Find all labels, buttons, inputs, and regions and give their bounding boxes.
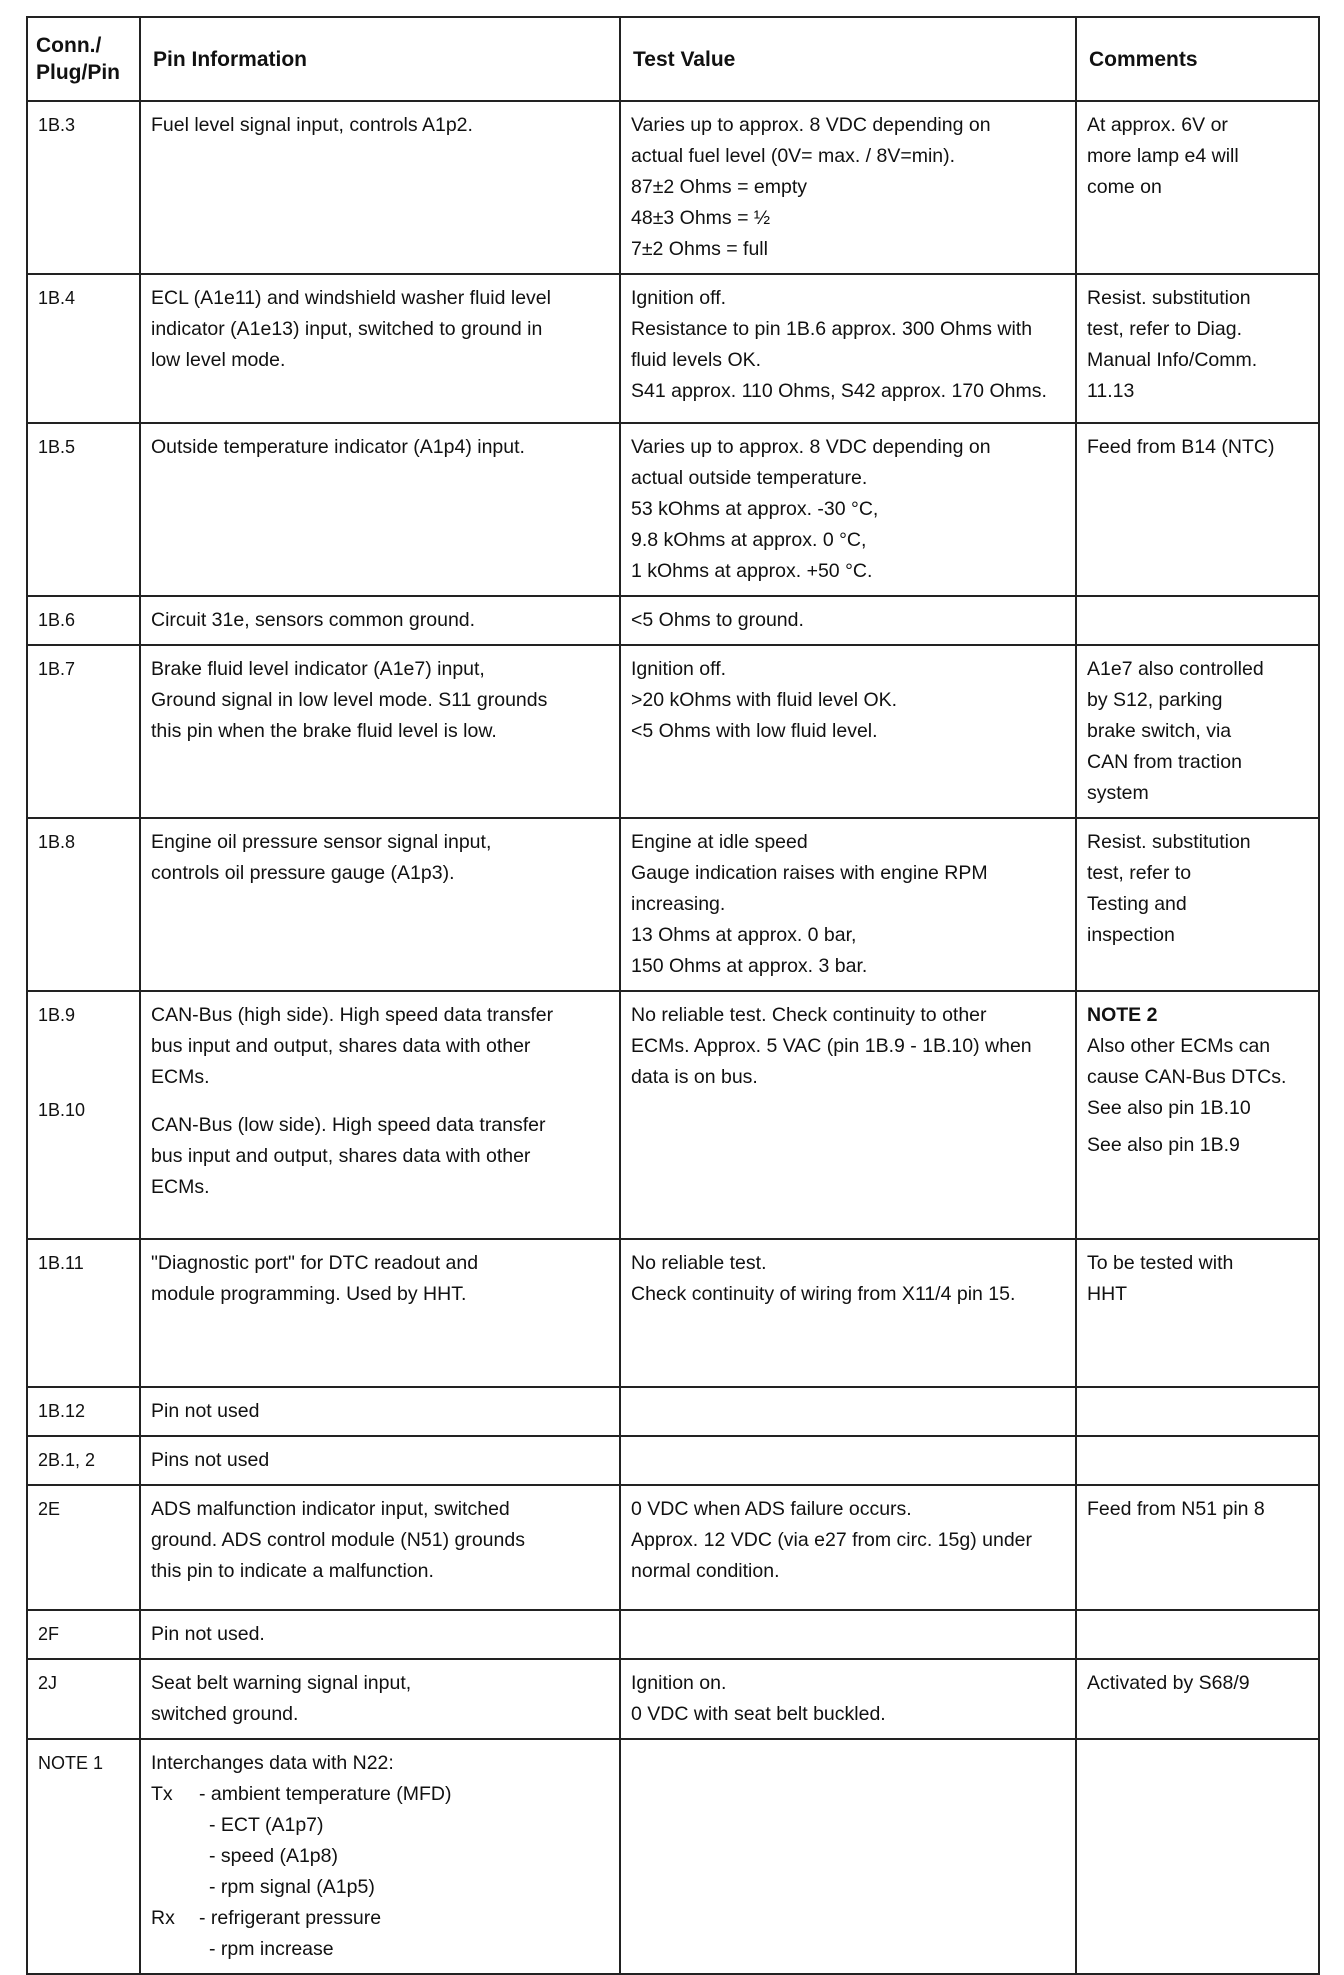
spacer — [38, 1031, 129, 1095]
test-value-cell — [620, 1610, 1076, 1659]
rx-line — [151, 1934, 609, 1965]
test-value-line: 53 kOhms at approx. -30 °C, — [631, 498, 879, 520]
table-body — [27, 101, 1319, 1974]
test-value-line: normal condition. — [631, 1560, 780, 1582]
test-value-cell — [620, 818, 1076, 991]
tx-line — [151, 1779, 609, 1810]
test-value-line: 0 VDC with seat belt buckled. — [631, 1703, 886, 1725]
pin-id: 1B.6 — [38, 610, 76, 630]
comment-line: CAN from traction — [1087, 751, 1242, 773]
comment-line: more lamp e4 will — [1087, 145, 1239, 167]
test-value-line: <5 Ohms with low fluid level. — [631, 720, 878, 742]
note1-info-cell — [140, 1739, 620, 1974]
comment-line: 11.13 — [1087, 380, 1135, 402]
test-value-line: 150 Ohms at approx. 3 bar. — [631, 955, 868, 977]
test-value-line: fluid levels OK. — [631, 349, 762, 371]
pin-id: 1B.7 — [38, 659, 76, 679]
comment-line: test, refer to — [1087, 862, 1192, 884]
test-value-cell — [620, 1436, 1076, 1485]
pin-info-cell — [140, 645, 620, 818]
comment-line: See also pin 1B.9 — [1087, 1134, 1240, 1156]
pin-info-cell — [140, 1659, 620, 1739]
tx-line — [151, 1872, 609, 1903]
tx-line — [151, 1841, 609, 1872]
test-value-line: Ignition on. — [631, 1672, 727, 1694]
comment-line: test, refer to Diag. — [1087, 318, 1242, 340]
comment-line: Activated by S68/9 — [1087, 1672, 1250, 1694]
test-value-line: Resistance to pin 1B.6 approx. 300 Ohms with — [631, 318, 1033, 340]
test-value-line: Ignition off. — [631, 658, 727, 680]
header-conn: Conn./ Plug/Pin — [27, 17, 140, 101]
comment-line: Resist. substitution — [1087, 831, 1251, 853]
tx-line — [151, 1810, 609, 1841]
pin-cell — [27, 274, 140, 423]
header-pin-info: Pin Information — [140, 17, 620, 101]
pin-info-line: switched ground. — [151, 1703, 299, 1725]
comments-cell — [1076, 818, 1319, 991]
rx-label: Rx — [151, 1907, 175, 1929]
comment-line: See also pin 1B.10 — [1087, 1097, 1251, 1119]
pin-info-line: Ground signal in low level mode. S11 grounds — [151, 689, 548, 711]
rx-item: - rpm increase — [209, 1938, 334, 1960]
pin-info-line: bus input and output, shares data with other — [151, 1145, 531, 1167]
pin-info-cell — [140, 423, 620, 596]
test-value-cell — [620, 274, 1076, 423]
pin-info-line: CAN-Bus (high side). High speed data transfer — [151, 1004, 554, 1026]
pin-info-line: this pin to indicate a malfunction. — [151, 1560, 434, 1582]
comment-line: by S12, parking — [1087, 689, 1223, 711]
pin-id: 1B.5 — [38, 437, 76, 457]
pin-cell — [27, 1436, 140, 1485]
pin-cell — [27, 991, 140, 1239]
test-value-cell — [620, 645, 1076, 818]
test-value-line: increasing. — [631, 893, 726, 915]
test-value-line: 48±3 Ohms = ½ — [631, 207, 771, 229]
table-row — [27, 1659, 1319, 1739]
test-value-line: 87±2 Ohms = empty — [631, 176, 807, 198]
comments-cell — [1076, 1239, 1319, 1387]
table-row — [27, 596, 1319, 645]
pin-info-line: indicator (A1e13) input, switched to ground in — [151, 318, 543, 340]
comment-line: system — [1087, 782, 1149, 804]
table-row — [27, 991, 1319, 1239]
test-value-line: actual outside temperature. — [631, 467, 868, 489]
header-test-value: Test Value — [620, 17, 1076, 101]
comment-line: brake switch, via — [1087, 720, 1232, 742]
pin-id: 2F — [38, 1624, 60, 1644]
test-value-line: 7±2 Ohms = full — [631, 238, 768, 260]
pin-info-line: Pin not used. — [151, 1623, 265, 1645]
pin-info-line: Circuit 31e, sensors common ground. — [151, 609, 476, 631]
test-value-line: Varies up to approx. 8 VDC depending on — [631, 436, 991, 458]
pin-cell — [27, 1659, 140, 1739]
pin-id: 2J — [38, 1673, 58, 1693]
comment-line: Also other ECMs can — [1087, 1035, 1271, 1057]
comment-line: A1e7 also controlled — [1087, 658, 1264, 680]
table-row — [27, 423, 1319, 596]
pin-info-cell — [140, 1610, 620, 1659]
test-value-line: Check continuity of wiring from X11/4 pin 15. — [631, 1283, 1016, 1305]
table-row — [27, 818, 1319, 991]
comments-cell — [1076, 274, 1319, 423]
table-row — [27, 1485, 1319, 1610]
comment-line: inspection — [1087, 924, 1175, 946]
test-value-line: Engine at idle speed — [631, 831, 808, 853]
comments-cell — [1076, 101, 1319, 274]
pin-info-cell — [140, 991, 620, 1239]
pin-id: 2E — [38, 1499, 61, 1519]
pin-info-cell — [140, 1436, 620, 1485]
comments-cell — [1076, 1436, 1319, 1485]
pin-info-cell — [140, 596, 620, 645]
pin-info-line: Engine oil pressure sensor signal input, — [151, 831, 492, 853]
test-value-line: Ignition off. — [631, 287, 727, 309]
pin-cell — [27, 818, 140, 991]
table-row — [27, 1239, 1319, 1387]
pin-table-sheet — [26, 16, 1318, 1975]
comment-line: Resist. substitution — [1087, 287, 1251, 309]
pin-id: 1B.4 — [38, 288, 76, 308]
pin-info-cell — [140, 1485, 620, 1610]
pin-cell — [27, 645, 140, 818]
pin-information-table — [26, 16, 1320, 1975]
table-row — [27, 1610, 1319, 1659]
test-value-line: 13 Ohms at approx. 0 bar, — [631, 924, 857, 946]
comment-line: Testing and — [1087, 893, 1187, 915]
comments-cell — [1076, 423, 1319, 596]
test-value-cell — [620, 101, 1076, 274]
test-value-line: No reliable test. — [631, 1252, 767, 1274]
comments-cell — [1076, 1739, 1319, 1974]
test-value-cell — [620, 596, 1076, 645]
pin-info-line: this pin when the brake fluid level is low. — [151, 720, 497, 742]
comment-line: cause CAN-Bus DTCs. — [1087, 1066, 1287, 1088]
pin-cell — [27, 1610, 140, 1659]
pin-info-line: Brake fluid level indicator (A1e7) input, — [151, 658, 485, 680]
pin-info-line: Fuel level signal input, controls A1p2. — [151, 114, 473, 136]
pin-info-line: Seat belt warning signal input, — [151, 1672, 412, 1694]
test-value-line: Approx. 12 VDC (via e27 from circ. 15g) under — [631, 1529, 1033, 1551]
test-value-cell — [620, 1239, 1076, 1387]
comment-line: come on — [1087, 176, 1162, 198]
pin-id: 1B.8 — [38, 832, 76, 852]
pin-info-line: ECL (A1e11) and windshield washer fluid level — [151, 287, 551, 309]
pin-info-line: "Diagnostic port" for DTC readout and — [151, 1252, 479, 1274]
test-value-line: No reliable test. Check continuity to other — [631, 1004, 987, 1026]
pin-info-cell — [140, 1387, 620, 1436]
comments-cell — [1076, 1659, 1319, 1739]
pin-info-line: CAN-Bus (low side). High speed data transfer — [151, 1114, 546, 1136]
pin-id: 1B.10 — [38, 1100, 86, 1120]
pin-info-cell — [140, 101, 620, 274]
test-value-cell — [620, 1387, 1076, 1436]
tx-item: - ambient temperature (MFD) — [199, 1783, 452, 1805]
tx-item: - rpm signal (A1p5) — [209, 1876, 375, 1898]
test-value-cell — [620, 1485, 1076, 1610]
test-value-line: Gauge indication raises with engine RPM — [631, 862, 988, 884]
pin-id: 2B.1, 2 — [38, 1450, 96, 1470]
table-row — [27, 1387, 1319, 1436]
note1-row — [27, 1739, 1319, 1974]
pin-info-line: Outside temperature indicator (A1p4) input. — [151, 436, 525, 458]
pin-info-cell — [140, 1239, 620, 1387]
tx-label: Tx — [151, 1783, 173, 1805]
pin-info-line: bus input and output, shares data with other — [151, 1035, 531, 1057]
pin-cell — [27, 1739, 140, 1974]
test-value-cell — [620, 1739, 1076, 1974]
rx-item: - refrigerant pressure — [199, 1907, 382, 1929]
test-value-cell — [620, 1659, 1076, 1739]
table-header-row — [27, 17, 1319, 101]
pin-info-line: ECMs. — [151, 1066, 210, 1088]
test-value-line: >20 kOhms with fluid level OK. — [631, 689, 898, 711]
pin-cell — [27, 101, 140, 274]
comment-line: Feed from N51 pin 8 — [1087, 1498, 1265, 1520]
comment-line: At approx. 6V or — [1087, 114, 1228, 136]
comments-cell — [1076, 1485, 1319, 1610]
pin-info-cell — [140, 818, 620, 991]
comment-line: Manual Info/Comm. — [1087, 349, 1258, 371]
spacer — [151, 1093, 609, 1110]
test-value-line: data is on bus. — [631, 1066, 758, 1088]
pin-info-line: low level mode. — [151, 349, 286, 371]
test-value-line: <5 Ohms to ground. — [631, 609, 804, 631]
test-value-line: ECMs. Approx. 5 VAC (pin 1B.9 - 1B.10) when — [631, 1035, 1032, 1057]
pin-info-line: Pin not used — [151, 1400, 260, 1422]
comments-cell — [1076, 1387, 1319, 1436]
table-row — [27, 101, 1319, 274]
test-value-line: 1 kOhms at approx. +50 °C. — [631, 560, 873, 582]
pin-id: 1B.12 — [38, 1401, 86, 1421]
table-row — [27, 1436, 1319, 1485]
pin-cell — [27, 1485, 140, 1610]
note1-intro: Interchanges data with N22: — [151, 1752, 394, 1774]
pin-info-cell — [140, 274, 620, 423]
test-value-cell — [620, 423, 1076, 596]
note1-label: NOTE 1 — [38, 1753, 104, 1773]
table-row — [27, 274, 1319, 423]
header-comments: Comments — [1076, 17, 1319, 101]
test-value-cell — [620, 991, 1076, 1239]
table-row — [27, 645, 1319, 818]
comments-cell — [1076, 991, 1319, 1239]
test-value-line: S41 approx. 110 Ohms, S42 approx. 170 Ohms. — [631, 380, 1047, 402]
note-reference: NOTE 2 — [1087, 1004, 1158, 1026]
test-value-line: 0 VDC when ADS failure occurs. — [631, 1498, 912, 1520]
pin-cell — [27, 1387, 140, 1436]
rx-line — [151, 1903, 609, 1934]
comments-cell — [1076, 596, 1319, 645]
comments-cell — [1076, 645, 1319, 818]
comment-line: Feed from B14 (NTC) — [1087, 436, 1275, 458]
pin-cell — [27, 596, 140, 645]
pin-info-line: ECMs. — [151, 1176, 210, 1198]
test-value-line: Varies up to approx. 8 VDC depending on — [631, 114, 991, 136]
pin-cell — [27, 1239, 140, 1387]
test-value-line: actual fuel level (0V= max. / 8V=min). — [631, 145, 956, 167]
comments-cell — [1076, 1610, 1319, 1659]
test-value-line: 9.8 kOhms at approx. 0 °C, — [631, 529, 867, 551]
pin-info-line: ground. ADS control module (N51) grounds — [151, 1529, 525, 1551]
pin-cell — [27, 423, 140, 596]
pin-info-line: controls oil pressure gauge (A1p3). — [151, 862, 455, 884]
pin-info-line: ADS malfunction indicator input, switched — [151, 1498, 510, 1520]
tx-item: - speed (A1p8) — [209, 1845, 338, 1867]
comment-line: HHT — [1087, 1283, 1128, 1305]
comment-line: To be tested with — [1087, 1252, 1234, 1274]
pin-info-line: module programming. Used by HHT. — [151, 1283, 467, 1305]
pin-id: 1B.11 — [38, 1253, 84, 1273]
pin-id: 1B.9 — [38, 1005, 76, 1025]
pin-info-line: Pins not used — [151, 1449, 270, 1471]
tx-item: - ECT (A1p7) — [209, 1814, 324, 1836]
pin-id: 1B.3 — [38, 115, 76, 135]
